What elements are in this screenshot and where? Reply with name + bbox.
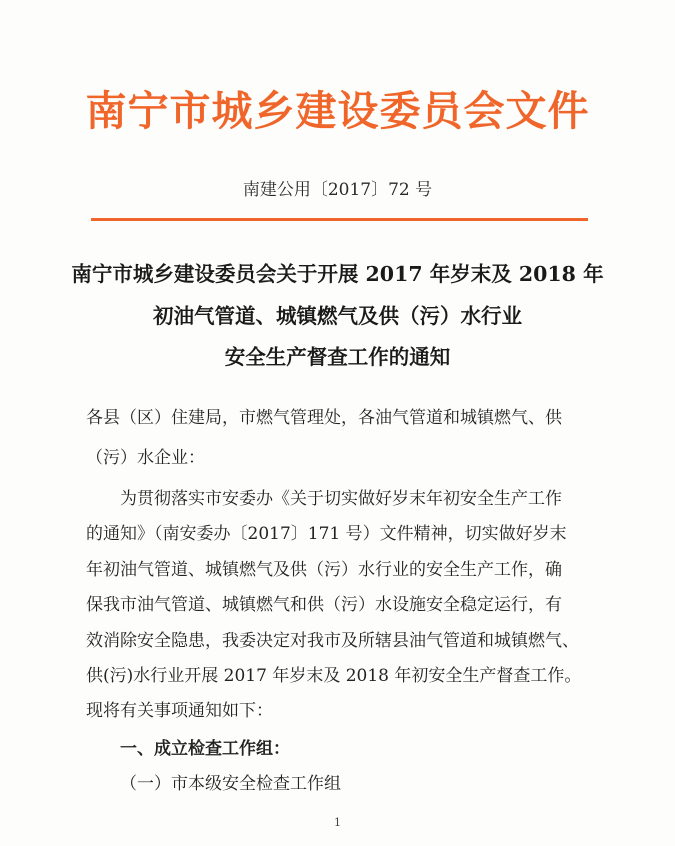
body-line-7: 效消除安全隐患，我委决定对我市及所辖县油气管道和城镇燃气、 (86, 631, 579, 651)
body-line-2: （污）水企业： (86, 448, 205, 468)
document-number: 南建公用〔2017〕72 号 (242, 180, 433, 200)
issuer-header-title: 南宁市城乡建设委员会文件 (85, 87, 590, 135)
notice-title-line-2: 初油气管道、城镇燃气及供（污）水行业 (153, 304, 522, 328)
body-line-6: 保我市油气管道、城镇燃气和供（污）水设施安全稳定运行，有 (86, 595, 562, 615)
body-line-4: 的通知》（南安委办〔2017〕171 号）文件精神，切实做好岁末 (86, 524, 567, 544)
notice-title-line-3: 安全生产督查工作的通知 (224, 345, 451, 369)
notice-title-line-1: 南宁市城乡建设委员会关于开展 2017 年岁末及 2018 年 (71, 262, 604, 286)
body-line-9: 现将有关事项通知如下： (86, 701, 273, 721)
body-line-8: 供(污)水行业开展 2017 年岁末及 2018 年初安全生产督查工作。 (86, 666, 582, 686)
body-line-1: 各县（区）住建局，市燃气管理处，各油气管道和城镇燃气、供 (86, 408, 562, 428)
page-number: 1 (334, 816, 341, 829)
body-line-3: 为贯彻落实市安委办《关于切实做好岁末年初安全生产工作 (120, 489, 562, 509)
body-line-5: 年初油气管道、城镇燃气及供（污）水行业的安全生产工作，确 (86, 560, 562, 580)
subsection-heading-1: （一）市本级安全检查工作组 (120, 774, 341, 794)
section-heading-1: 一、成立检查工作组： (120, 739, 290, 759)
header-divider (91, 218, 588, 221)
